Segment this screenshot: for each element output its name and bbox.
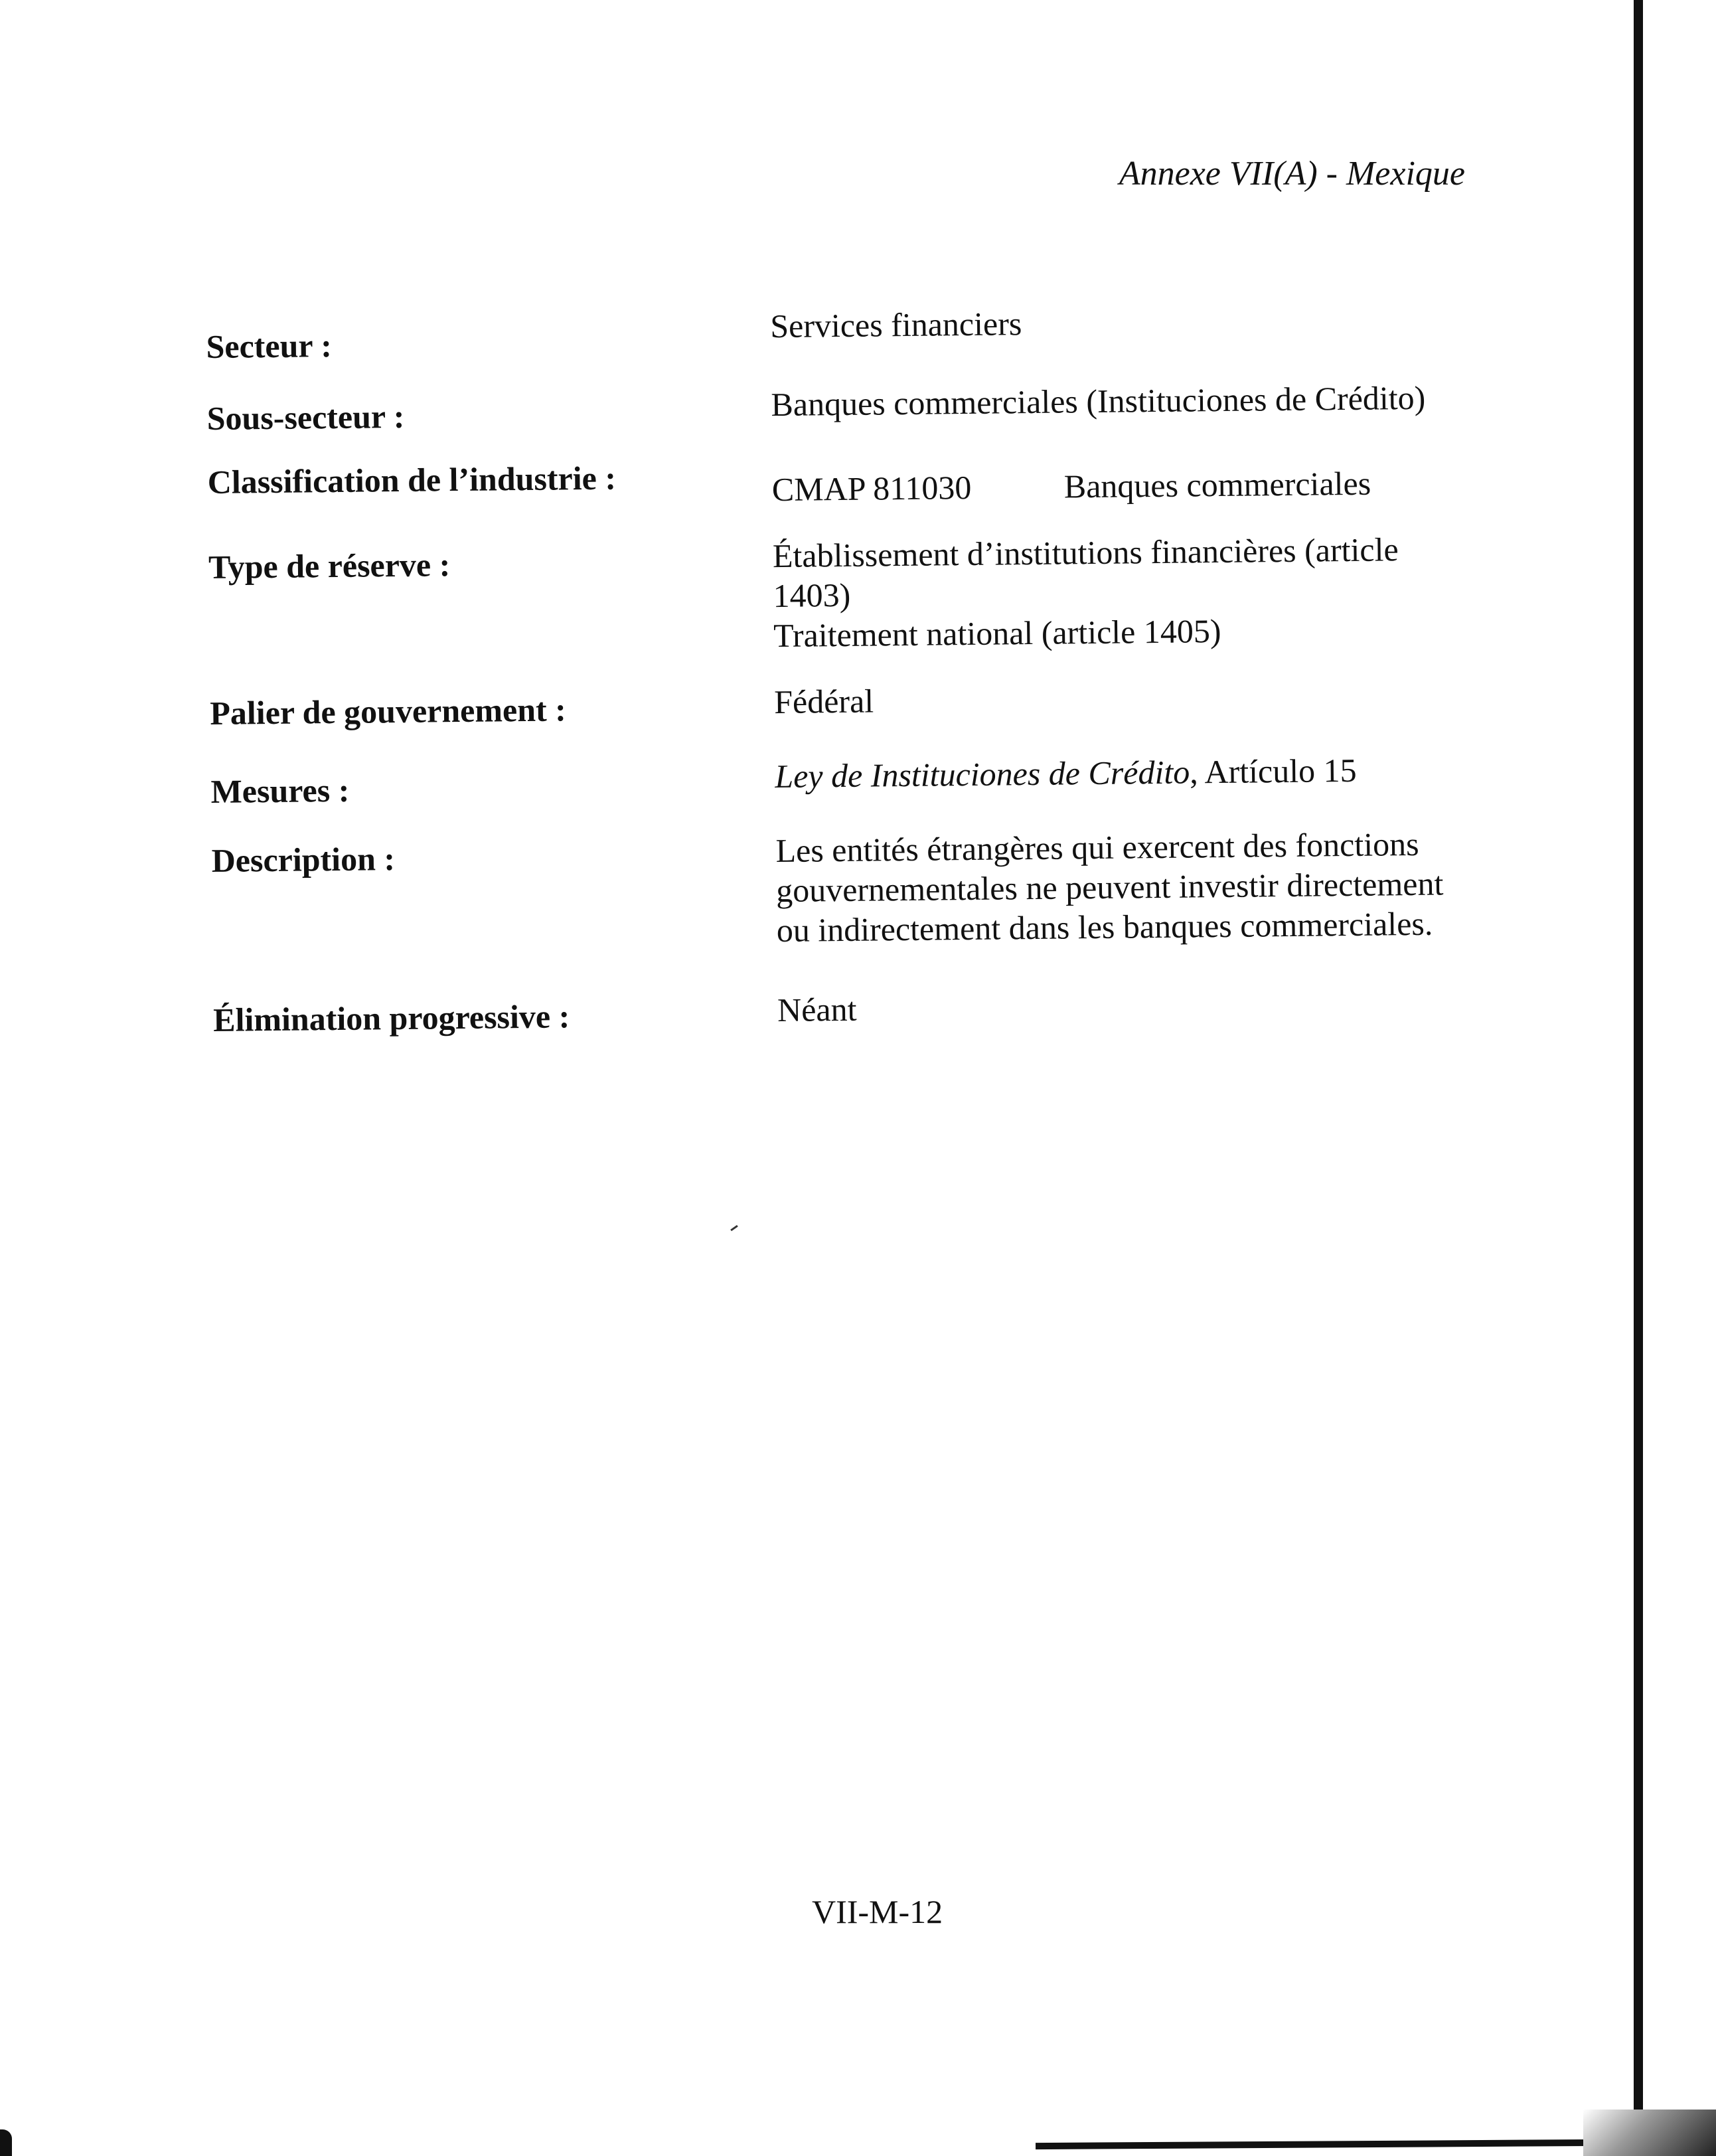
reservation-type-label: Type de réserve : bbox=[208, 546, 451, 586]
row-subsector bbox=[206, 377, 1468, 438]
reservation-table bbox=[206, 299, 1474, 1040]
row-description bbox=[211, 823, 1474, 956]
row-phase-out bbox=[213, 983, 1475, 1040]
measures-article: , Artículo 15 bbox=[1189, 751, 1357, 791]
row-reservation-type bbox=[208, 529, 1471, 661]
scan-corner-mark bbox=[0, 2129, 12, 2156]
classification-description: Banques commerciales bbox=[1063, 464, 1371, 505]
phase-out-label: Élimination progressive : bbox=[212, 997, 570, 1038]
reservation-type-line: 1403) bbox=[773, 576, 851, 615]
page-corner-shadow bbox=[1583, 2110, 1716, 2156]
description-line: Les entités étrangères qui exercent des fonctions bbox=[775, 825, 1419, 870]
reservation-type-line: Établissement d’institutions financières (article bbox=[772, 531, 1399, 575]
industry-classification-label: Classification de l’industrie : bbox=[207, 459, 617, 501]
reservation-type-line: Traitement national (article 1405) bbox=[773, 612, 1221, 655]
description-line: gouvernementales ne peuvent investir directement bbox=[775, 865, 1444, 910]
subsector-value: Banques commerciales (Instituciones de Crédito) bbox=[771, 378, 1426, 424]
scan-speck bbox=[730, 1225, 738, 1231]
annex-header: Annexe VII(A) - Mexique bbox=[1119, 155, 1465, 193]
classification-code: CMAP 811030 bbox=[771, 468, 972, 509]
row-industry-classification bbox=[207, 449, 1469, 515]
sector-value: Services financiers bbox=[769, 305, 1022, 345]
description-label: Description : bbox=[211, 840, 396, 879]
reservation-type-value bbox=[773, 529, 1471, 655]
measures-law: Ley de Instituciones de Crédito bbox=[775, 753, 1190, 795]
description-value bbox=[775, 823, 1474, 950]
measures-value bbox=[775, 749, 1472, 796]
description-line: ou indirectement dans les banques commerciales. bbox=[776, 904, 1433, 950]
sector-label: Secteur : bbox=[206, 327, 333, 365]
measures-label: Mesures : bbox=[210, 771, 350, 810]
row-measures bbox=[210, 749, 1472, 811]
level-of-government-value: Fédéral bbox=[773, 682, 874, 721]
subsector-label: Sous-secteur : bbox=[206, 397, 405, 437]
row-sector bbox=[206, 299, 1468, 367]
phase-out-value: Néant bbox=[777, 990, 857, 1029]
row-level-of-government bbox=[210, 675, 1472, 733]
industry-classification-value bbox=[772, 462, 1470, 509]
page-right-edge bbox=[1634, 0, 1643, 2156]
level-of-government-label: Palier de gouvernement : bbox=[210, 691, 567, 732]
page-number: VII-M-12 bbox=[812, 1893, 943, 1930]
